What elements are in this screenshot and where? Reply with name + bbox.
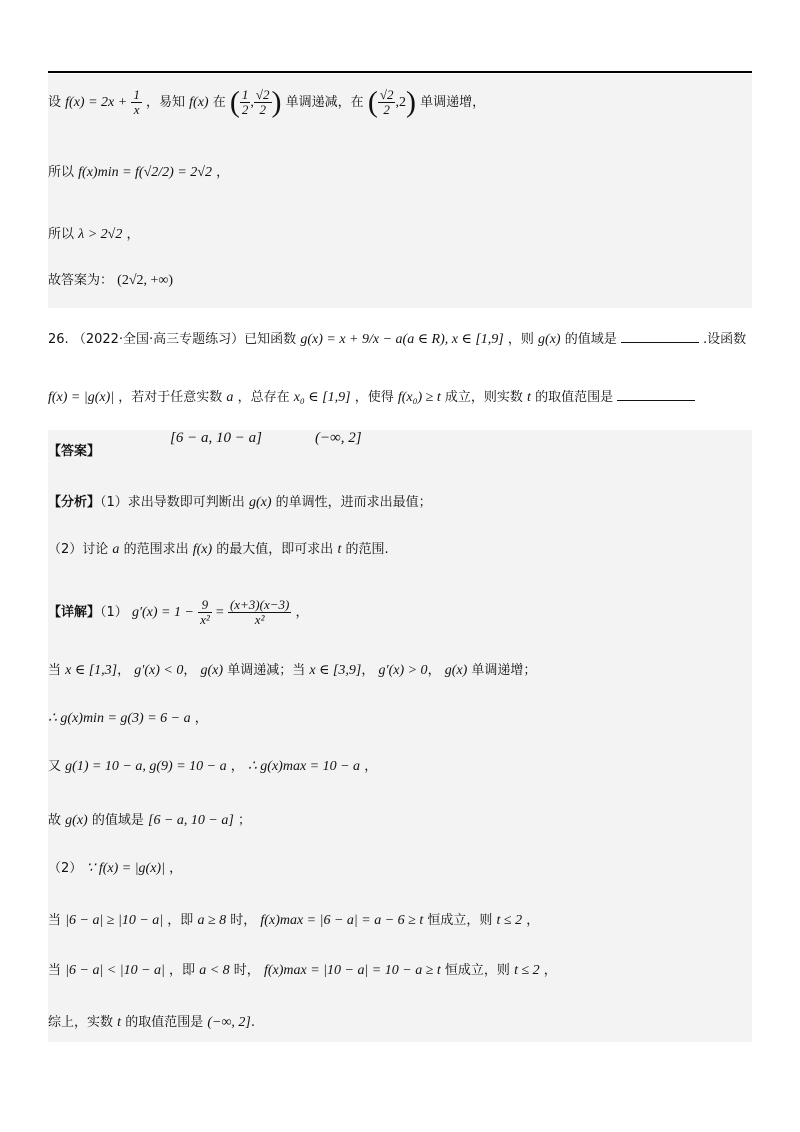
prev-line-1: 设 f(x) = 2x + $\frac{1}{x}$ ，易知 f(x) 在 ( $\frac{1}{2}$ , $\frac{√2}{2}$ ) 单调递减，在 ( $\frac{√2}{2}$ ,2) 单调递增， xyxy=(48,85,486,119)
analysis-line-2: （2）讨论 a 的范围求出 f(x) 的最大值，即可求出 t 的范围. xyxy=(48,542,389,557)
answer-label: 【答案】 xyxy=(48,444,101,459)
prev-line-3: 所以 λ > 2√2 ， xyxy=(48,227,140,242)
detail-line-5: 故 g(x) 的值域是 [6 − a, 10 − a] ； xyxy=(48,813,251,828)
detail-line-8: 当 |6 − a| < |10 − a| ，即 a < 8 时， f(x)max = |10 − a| = 10 − a ≥ t 恒成立，则 t ≤ 2 ， xyxy=(48,963,557,978)
solution-panel xyxy=(48,430,752,1042)
answer-1: [6 − a, 10 − a] xyxy=(170,430,262,446)
detail-line-4: 又 g(1) = 10 − a, g(9) = 10 − a ， ∴ g(x)max = 10 − a ， xyxy=(48,759,378,774)
prev-line-2: 所以 f(x)min = f(√2/2) = 2√2 ， xyxy=(48,165,230,180)
detail-line-1: 【详解】（1） g′(x) = 1 − $\frac{9}{\text{x²}}$ = $\frac{(x+3)(x-3)}{\text{x²}}$ ， xyxy=(48,597,309,627)
answer-blank-2 xyxy=(617,388,695,401)
detail-line-3: ∴ g(x)min = g(3) = 6 − a ， xyxy=(48,711,208,726)
detail-line-9: 综上，实数 t 的取值范围是 (−∞, 2]. xyxy=(48,1015,256,1030)
answer-blank-1 xyxy=(621,330,699,343)
prev-line-4: 故答案为： (2√2, +∞) xyxy=(48,273,174,288)
detail-line-6: （2） ∵ f(x) = |g(x)| ， xyxy=(48,861,183,876)
detail-line-2: 当 x ∈ [1,3]， g′(x) < 0， g(x) 单调递减；当 x ∈ [3,9]， g′(x) > 0， g(x) 单调递增； xyxy=(48,663,537,678)
analysis-line-1: 【分析】（1）求出导数即可判断出 g(x) 的单调性，进而求出最值； xyxy=(48,495,432,510)
detail-line-7: 当 |6 − a| ≥ |10 − a| ，即 a ≥ 8 时， f(x)max = |6 − a| = a − 6 ≥ t 恒成立，则 t ≤ 2 ， xyxy=(48,913,540,928)
question-line-1: 26. （2022·全国·高三专题练习）已知函数 g(x) = x + 9/x − a(a ∈ R), x ∈ [1,9] ，则 g(x) 的值域是 .设函数 xyxy=(48,332,747,347)
question-line-2: f(x) = |g(x)| ，若对于任意实数 a ，总存在 x₀ ∈ [1,9] ，使得 f(x₀) ≥ t 成立，则实数 t 的取值范围是 xyxy=(48,388,695,407)
answer-2: (−∞, 2] xyxy=(315,430,362,446)
header-rule xyxy=(48,71,752,73)
